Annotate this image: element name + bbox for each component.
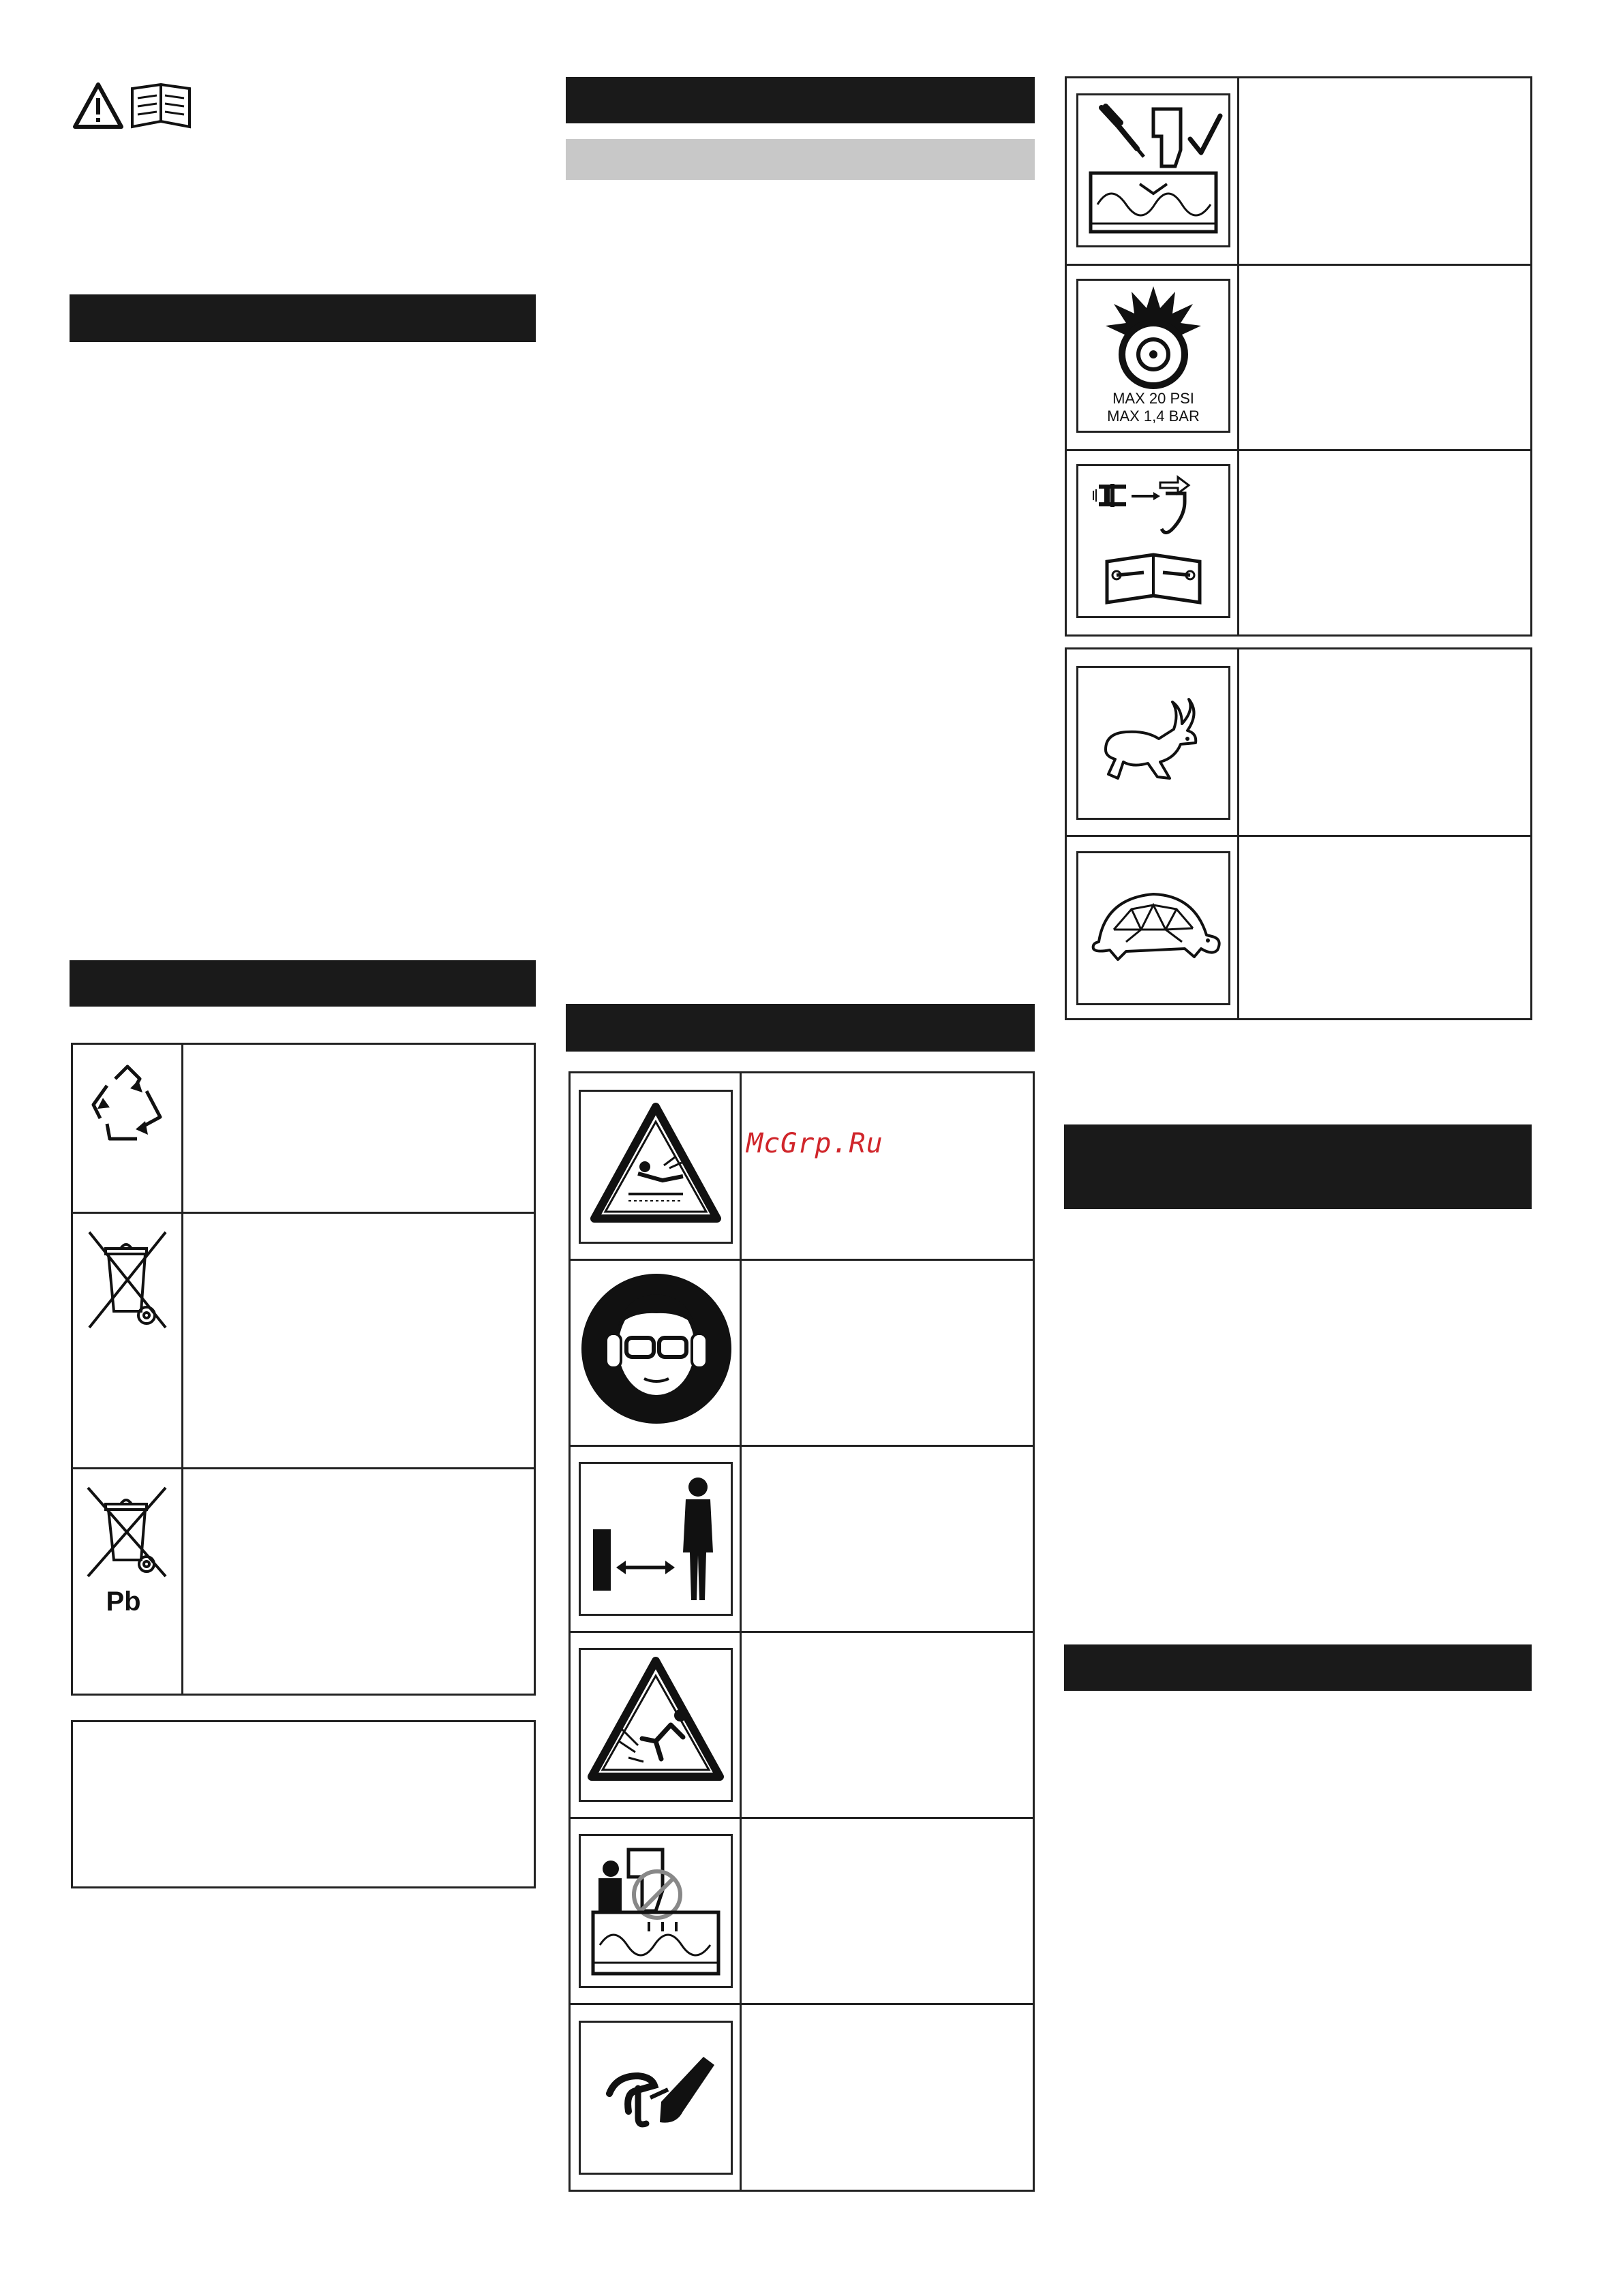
tyre-pressure-bar: MAX 1,4 BAR: [1107, 408, 1200, 425]
machine-symbols-table-2: [1065, 647, 1532, 1020]
thrown-object-warning-icon: [579, 1090, 733, 1244]
section-bar-2: [566, 77, 1035, 123]
row-divider: [571, 1817, 1033, 1819]
crossed-bin-icon: [87, 1225, 168, 1334]
machine-symbols-table-1: [1065, 76, 1532, 637]
row-divider: [1067, 264, 1530, 266]
environment-symbols-table: [71, 1043, 536, 1696]
eye-ear-protection-icon: [579, 1271, 734, 1426]
safety-symbols-table: [568, 1071, 1035, 2192]
recycle-icon: [80, 1058, 175, 1154]
row-divider: [1067, 835, 1530, 837]
section-bar-symbols: [566, 1004, 1035, 1052]
header-safety-icons: [72, 79, 195, 134]
section-bar-environment: [70, 960, 536, 1007]
slip-fall-warning-icon: [579, 1648, 733, 1802]
tyre-pressure-psi: MAX 20 PSI: [1112, 390, 1194, 407]
clearing-tool-check-icon: [1076, 93, 1230, 247]
section-bar-1: [70, 294, 536, 342]
row-divider: [73, 1467, 534, 1469]
warning-triangle-icon: [72, 79, 195, 134]
row-divider: [571, 1445, 1033, 1447]
rotating-auger-hand-icon: [579, 1834, 733, 1988]
maintenance-manual-icon: [1076, 464, 1230, 618]
hand-cut-icon: [579, 2021, 733, 2175]
tyre-pressure-icon: [1076, 279, 1230, 433]
keep-distance-icon: [579, 1462, 733, 1616]
row-divider: [571, 1631, 1033, 1633]
lead-symbol-label: Pb: [106, 1587, 141, 1617]
section-bar-3: [1064, 1124, 1532, 1209]
subsection-bar: [566, 139, 1035, 180]
watermark-text: McGrp.Ru: [746, 1128, 883, 1159]
turtle-slow-icon: [1076, 851, 1230, 1005]
crossed-bin-pb-icon: [82, 1481, 171, 1617]
row-divider: [571, 2003, 1033, 2005]
row-divider: [571, 1259, 1033, 1261]
rabbit-fast-icon: [1076, 666, 1230, 820]
note-box: [71, 1720, 536, 1888]
manual-book-icon: [132, 85, 189, 127]
section-bar-4: [1064, 1644, 1532, 1691]
row-divider: [1067, 449, 1530, 451]
row-divider: [73, 1212, 534, 1214]
